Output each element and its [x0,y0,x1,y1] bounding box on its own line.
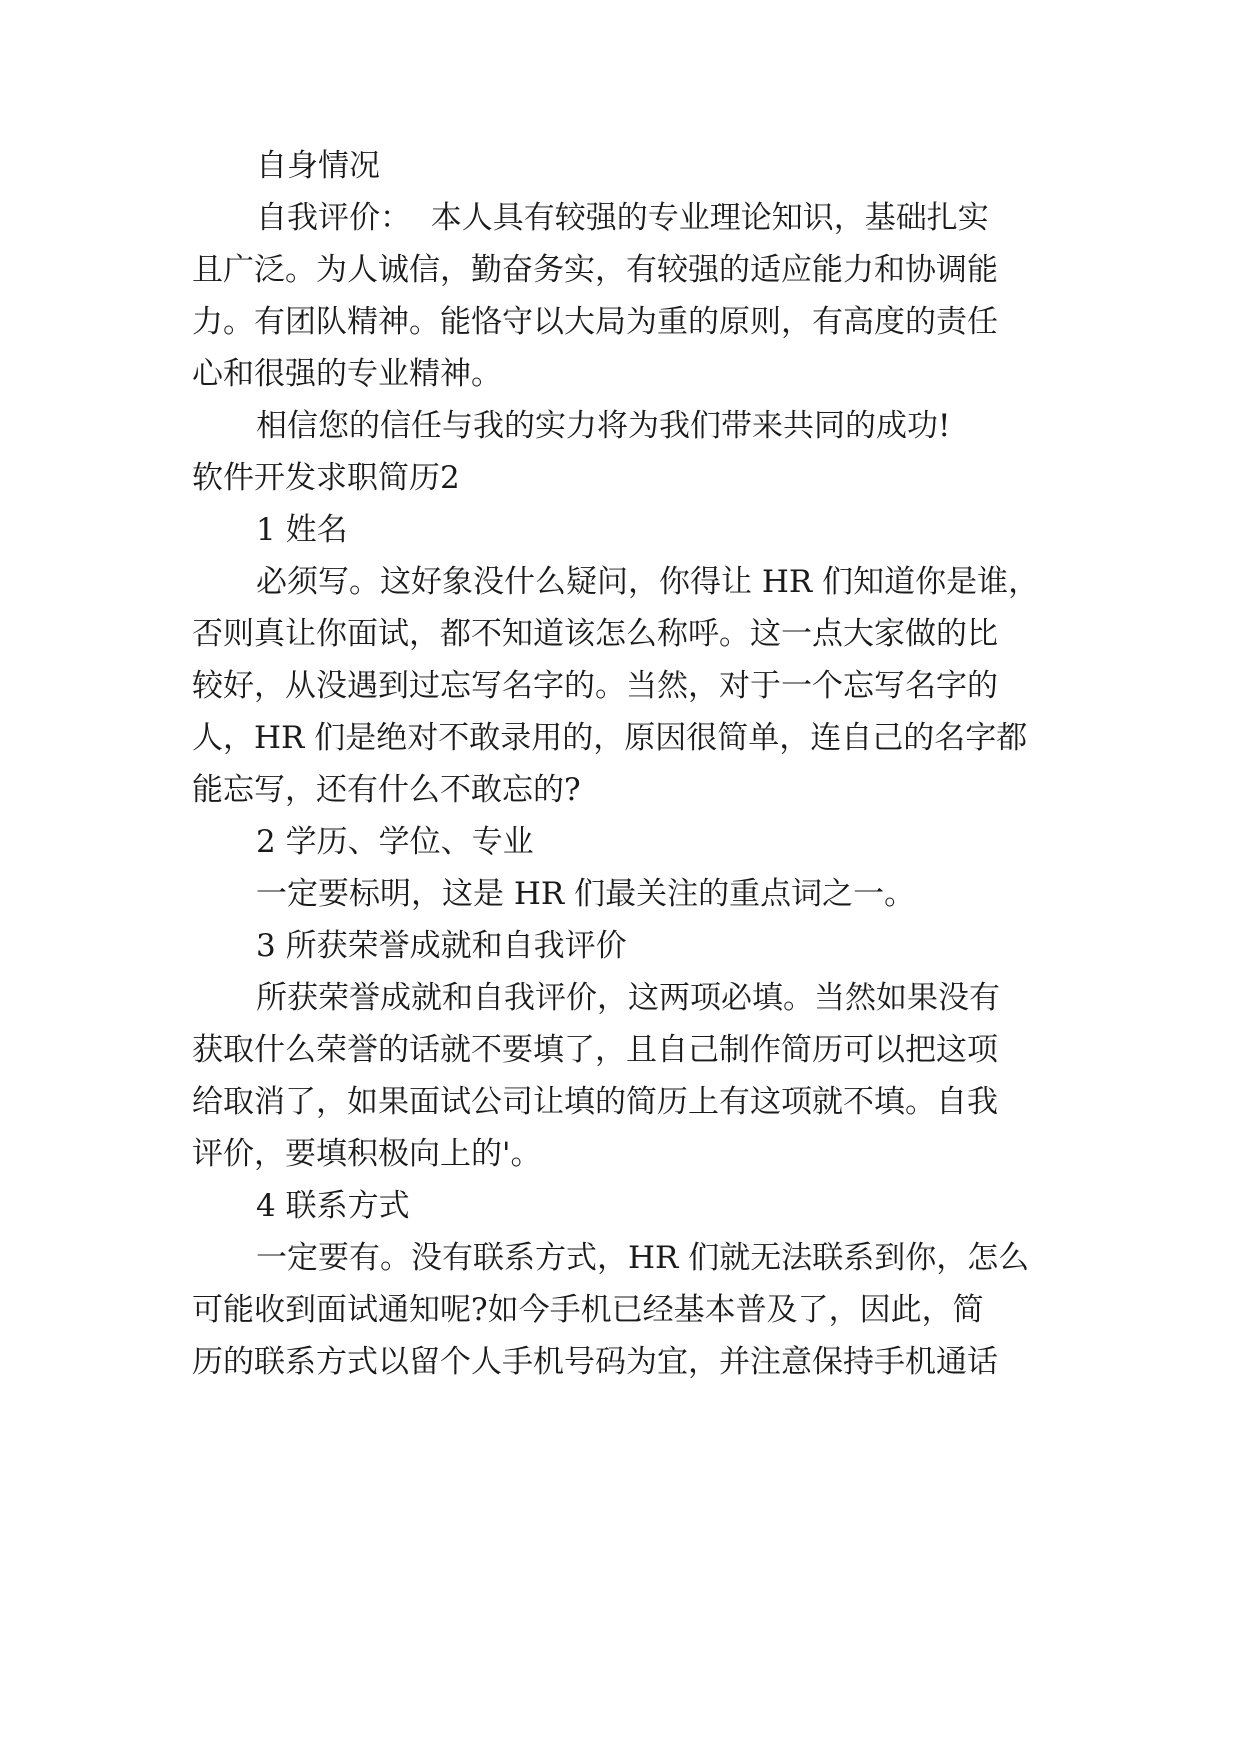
self-evaluation-line-3: 力。有团队精神。能恪守以大局为重的原则，有高度的责任 [192,304,998,340]
item-name-line-3: 较好，从没遇到过忘写名字的。当然，对于一个忘写名字的 [192,668,998,704]
item-heading-education: 2 学历、学位、专业 [256,824,534,860]
section-heading-self-situation: 自身情况 [256,148,380,184]
item-contact-line-2: 可能收到面试通知呢?如今手机已经基本普及了，因此，简 [192,1292,984,1328]
item-name-line-1: 必须写。这好象没什么疑问，你得让 HR 们知道你是谁， [256,564,1040,600]
self-evaluation-line-2: 且广泛。为人诚信，勤奋务实，有较强的适应能力和协调能 [192,252,998,288]
closing-sentence: 相信您的信任与我的实力将为我们带来共同的成功! [256,408,951,444]
item-heading-contact: 4 联系方式 [256,1188,410,1224]
item-contact-line-1: 一定要有。没有联系方式，HR 们就无法联系到你，怎么 [256,1240,1030,1276]
item-education-line-1: 一定要标明，这是 HR 们最关注的重点词之一。 [256,876,916,912]
self-evaluation-line-1: 自我评价： 本人具有较强的专业理论知识，基础扎实 [256,200,989,236]
item-name-line-2: 否则真让你面试，都不知道该怎么称呼。这一点大家做的比 [192,616,998,652]
item-name-line-5: 能忘写，还有什么不敢忘的? [192,772,581,808]
item-contact-line-3: 历的联系方式以留个人手机号码为宜，并注意保持手机通话 [192,1344,998,1380]
item-name-line-4: 人，HR 们是绝对不敢录用的，原因很简单，连自己的名字都 [192,720,1028,756]
item-honors-line-3: 给取消了，如果面试公司让填的简历上有这项就不填。自我 [192,1084,998,1120]
self-evaluation-line-4: 心和很强的专业精神。 [192,356,502,392]
item-honors-line-4: 评价，要填积极向上的'。 [192,1136,542,1172]
item-heading-name: 1 姓名 [256,512,348,548]
item-honors-line-2: 获取什么荣誉的话就不要填了，且自己制作简历可以把这项 [192,1032,998,1068]
item-honors-line-1: 所获荣誉成就和自我评价，这两项必填。当然如果没有 [256,980,1000,1016]
item-heading-honors: 3 所获荣誉成就和自我评价 [256,928,627,964]
document-title: 软件开发求职简历2 [192,460,460,496]
